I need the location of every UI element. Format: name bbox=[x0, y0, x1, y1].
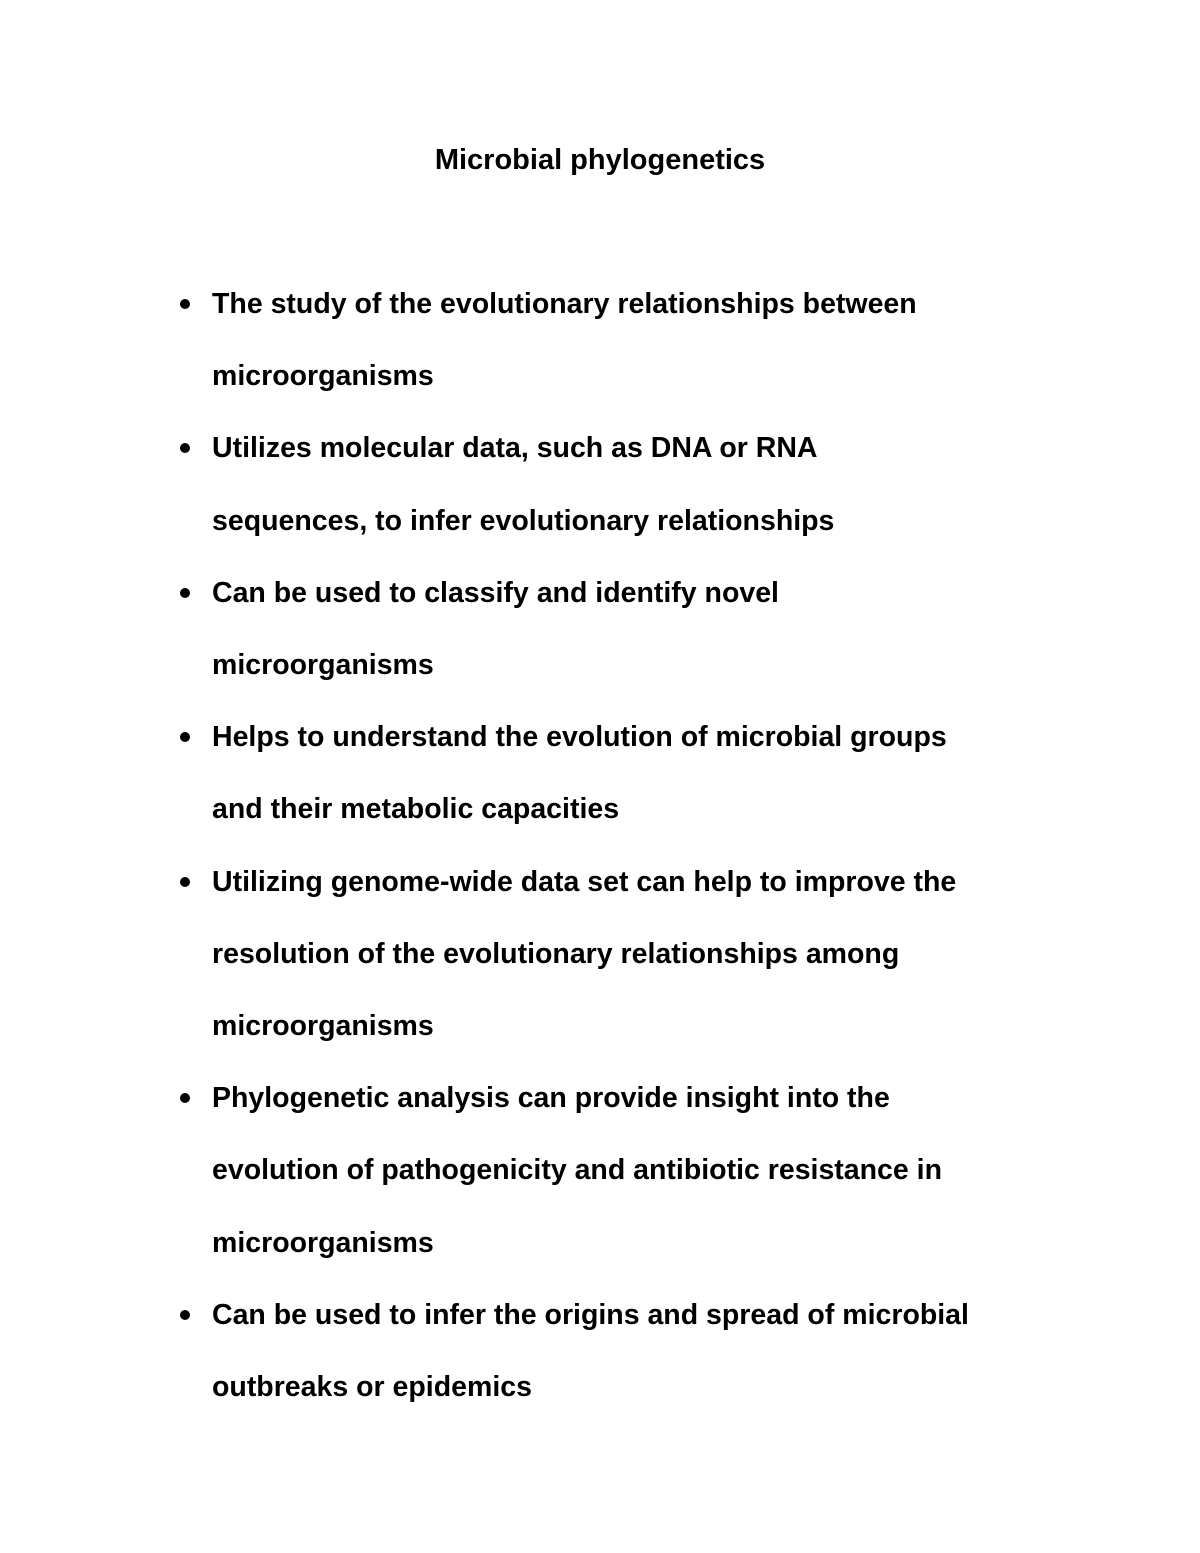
bullet-text-line: Utilizing genome-wide data set can help to improve the bbox=[212, 865, 957, 898]
bullet-icon bbox=[180, 443, 190, 453]
bullet-text-line: Can be used to infer the origins and spread of microbial bbox=[212, 1298, 969, 1331]
bullet-text-line: evolution of pathogenicity and antibiotic resistance in bbox=[212, 1154, 943, 1187]
bullet-text-line: microorganisms bbox=[212, 649, 434, 682]
bullet-text-line: sequences, to infer evolutionary relationships bbox=[212, 504, 835, 537]
bullet-icon bbox=[180, 1310, 190, 1320]
bullet-text-line: resolution of the evolutionary relationships among bbox=[212, 937, 900, 970]
bullet-text-line: microorganisms bbox=[212, 360, 434, 393]
bullet-icon bbox=[180, 299, 190, 309]
bullet-text-line: Can be used to classify and identify novel bbox=[212, 576, 779, 609]
bullet-item bbox=[177, 1279, 1077, 1423]
bullet-text-line: Utilizes molecular data, such as DNA or RNA bbox=[212, 432, 818, 465]
bullet-text-line: microorganisms bbox=[212, 1226, 434, 1259]
bullet-text-line: Helps to understand the evolution of microbial groups bbox=[212, 721, 947, 754]
bullet-item bbox=[177, 701, 1077, 845]
bullet-item bbox=[177, 412, 1077, 556]
bullet-text-line: The study of the evolutionary relationships between bbox=[212, 288, 917, 320]
bullet-text-line: and their metabolic capacities bbox=[212, 793, 620, 826]
document-title: Microbial phylogenetics bbox=[434, 144, 766, 176]
bullet-item bbox=[177, 268, 1077, 412]
bullet-item bbox=[177, 846, 1077, 1063]
bullet-text-line: Phylogenetic analysis can provide insight into the bbox=[212, 1082, 890, 1115]
bullet-list bbox=[177, 268, 1077, 1423]
bullet-icon bbox=[180, 588, 190, 598]
bullet-text-line: microorganisms bbox=[212, 1010, 434, 1043]
bullet-icon bbox=[180, 877, 190, 887]
bullet-text-line: outbreaks or epidemics bbox=[212, 1371, 532, 1404]
bullet-icon bbox=[180, 732, 190, 742]
bullet-item bbox=[177, 1062, 1077, 1279]
bullet-icon bbox=[180, 1093, 190, 1103]
bullet-item bbox=[177, 557, 1077, 701]
